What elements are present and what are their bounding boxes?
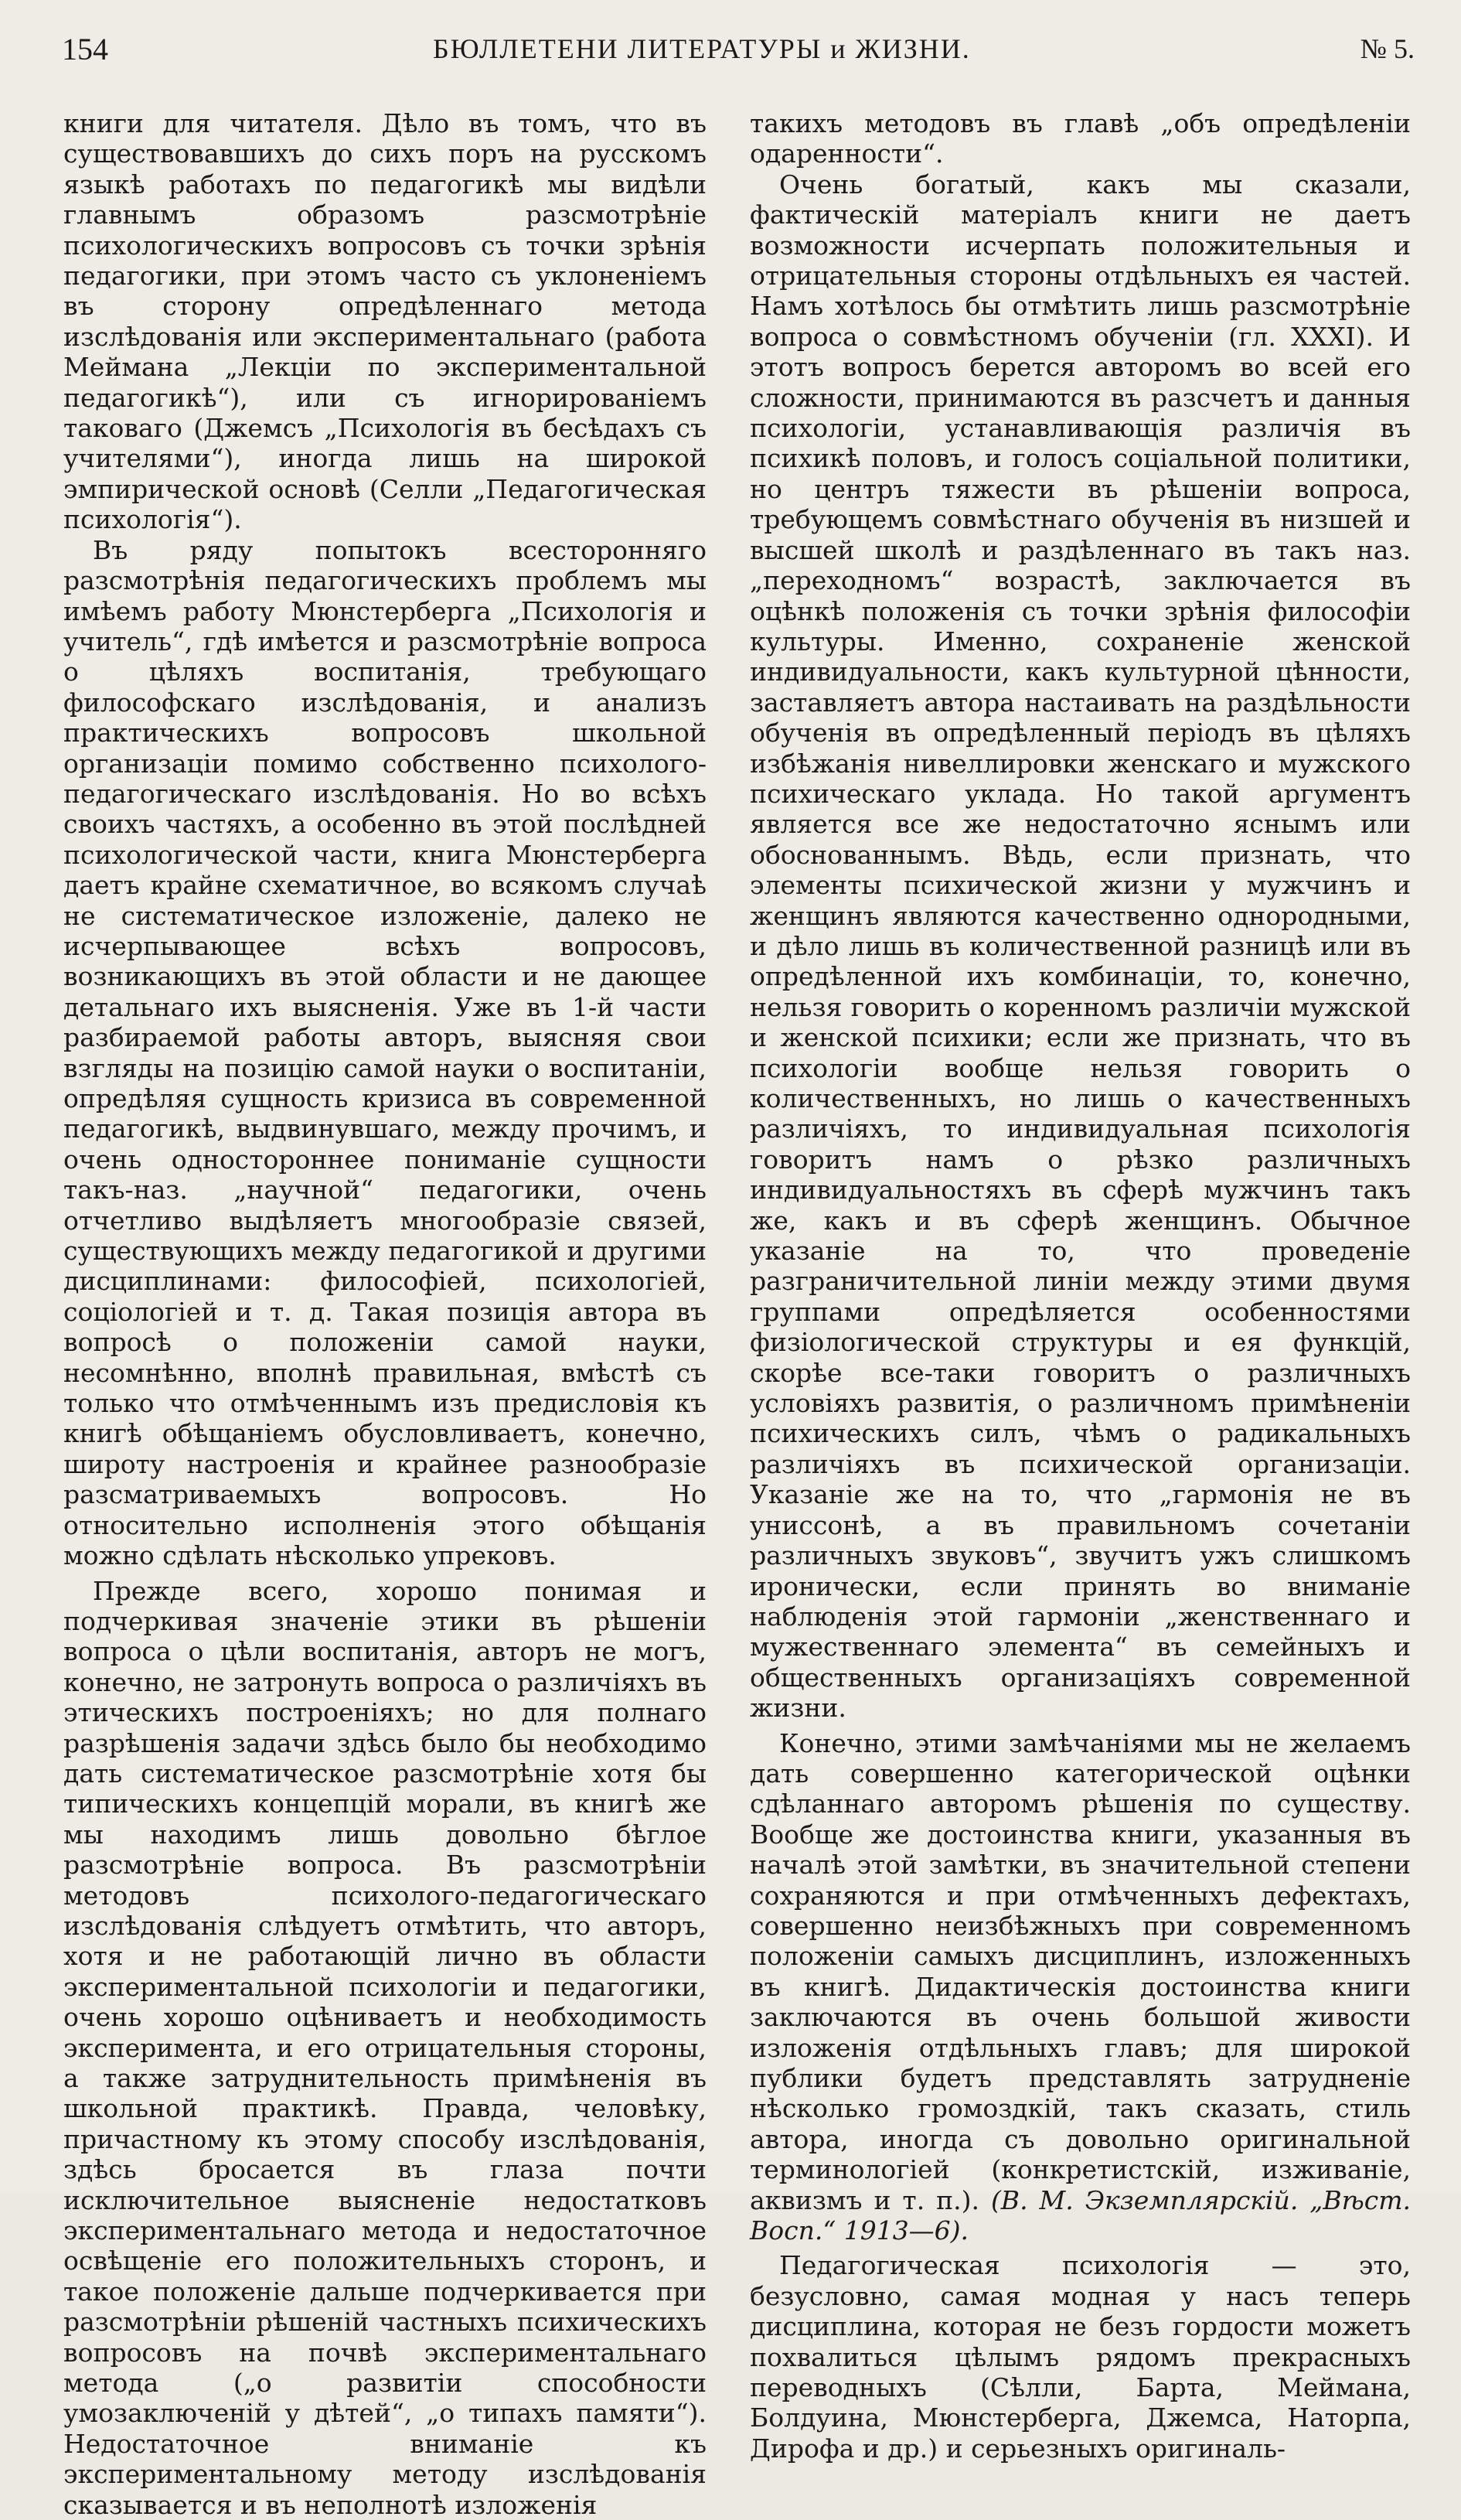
page-number: 154 xyxy=(62,31,108,67)
paragraph: Очень богатый, какъ мы сказали, фактическій матеріалъ книги не даетъ возможности исчерпать положительныя и отрицательныя стороны отдѣльныхъ ея частей. Намъ хотѣлось бы отмѣтить лишь разсмотрѣніе вопроса о совмѣстномъ обученіи (гл. XXXI). И этотъ вопросъ берется авторомъ во всей его сложности, принимаются въ разсчетъ и данныя психологіи, устанавливающія различія въ психикѣ половъ, и голосъ соціальной политики, но центръ тяжести въ рѣшеніи вопроса, требующемъ совмѣстнаго обученія въ низшей и высшей школѣ и раздѣленнаго въ такъ наз. „переходномъ“ возрастѣ, заключается въ оцѣнкѣ положенія съ точки зрѣнія философіи культуры. Именно, сохраненіе женской индивидуальности, какъ культурной цѣнности, заставляетъ автора настаивать на раздѣльности обученія въ опредѣленный періодъ въ цѣляхъ избѣжанія нивеллировки женскаго и мужского психическаго уклада. Но такой аргументъ является все же недостаточно яснымъ или обоснованнымъ. Вѣдь, если признать, что элементы психической жизни у мужчинъ и женщинъ являются качественно однородными, и дѣло лишь въ количественной разницѣ или въ опредѣленной ихъ комбинаціи, то, конечно, нельзя говорить о коренномъ различіи мужской и женской психики; если же признать, что въ психологіи вообще нельзя говорить о количественныхъ, но лишь о качественныхъ различіяхъ, то индивидуальная психологія говоритъ намъ о рѣзко различныхъ индивидуальностяхъ въ сферѣ мужчинъ такъ же, какъ и въ сферѣ женщинъ. Обычное указаніе на то, что проведеніе разграничительной линіи между этими двумя группами опредѣляется особенностями физіологической структуры и ея функцій, скорѣе все-таки говоритъ о различныхъ условіяхъ развитія, о различномъ примѣненіи психическихъ силъ, чѣмъ о радикальныхъ различіяхъ въ психической организаціи. Указаніе же на то, что „гармонія не въ униссонѣ, а въ правильномъ сочетаніи различныхъ звуковъ“, звучитъ ужъ слишкомъ иронически, если принять во вниманіе наблюденія этой гармоніи „женственнаго и мужественнаго элемента“ въ семейныхъ и общественныхъ организаціяхъ современной жизни. xyxy=(750,169,1411,1724)
paragraph: Педагогическая психологія — это, безусловно, самая модная у насъ теперь дисциплина, которая не безъ гордости можетъ похвалиться цѣлымъ рядомъ прекрасныхъ переводныхъ (Сѣлли, Барта, Меймана, Болдуина, Мюнстерберга, Джемса, Наторпа, Дирофа и др.) и серьезныхъ оригиналь- xyxy=(750,2250,1411,2464)
running-title: БЮЛЛЕТЕНИ ЛИТЕРАТУРЫ и ЖИЗНИ. xyxy=(433,32,971,65)
page-header xyxy=(62,28,1415,82)
paragraph: книги для читателя. Дѣло въ томъ, что въ существовавшихъ до сихъ поръ на русскомъ языкѣ работахъ по педагогикѣ мы видѣли главнымъ образомъ разсмотрѣніе психологическихъ вопросовъ съ точки зрѣнія педагогики, при этомъ часто съ уклоненіемъ въ сторону опредѣленнаго метода изслѣдованія или экспериментальнаго (работа Меймана „Лекціи по экспериментальной педагогикѣ“), или съ игнорированіемъ таковаго (Джемсъ „Психологія въ бесѣдахъ съ учителями“), иногда лишь на широкой эмпирической основѣ (Селли „Педагогическая психологія“). xyxy=(63,108,707,535)
paragraph-text: Конечно, этими замѣчаніями мы не желаемъ дать совершенно категорической оцѣнки сдѣланнаго авторомъ рѣшенія по существу. Вообще же достоинства книги, указанныя въ началѣ этой замѣтки, въ значительной степени сохраняются и при отмѣченныхъ дефектахъ, совершенно неизбѣжныхъ при современномъ положеніи самыхъ дисциплинъ, изложенныхъ въ книгѣ. Дидактическія достоинства книги заключаются въ очень большой живости изложенія отдѣльныхъ главъ; для широкой публики будетъ представлять затрудненіе нѣсколько громоздкій, такъ сказать, стиль автора, иногда съ довольно оригинальной терминологіей (конкретистскій, изживаніе, аквизмъ и т. п.). xyxy=(750,1728,1411,2215)
left-column xyxy=(63,108,707,2520)
paragraph: такихъ методовъ въ главѣ „объ опредѣленіи одаренности“. xyxy=(750,108,1411,169)
right-column xyxy=(750,108,1411,2464)
paragraph: Прежде всего, хорошо понимая и подчеркивая значеніе этики въ рѣшеніи вопроса о цѣли воспитанія, авторъ не могъ, конечно, не затронуть вопроса о различіяхъ въ этическихъ построеніяхъ; но для полнаго разрѣшенія задачи здѣсь было бы необходимо дать систематическое разсмотрѣніе хотя бы типическихъ концепцій морали, въ книгѣ же мы находимъ лишь довольно бѣглое разсмотрѣніе вопроса. Въ разсмотрѣніи методовъ психолого-педагогическаго изслѣдованія слѣдуетъ отмѣтить, что авторъ, хотя и не работающій лично въ области экспериментальной психологіи и педагогики, очень хорошо оцѣниваетъ и необходимость эксперимента, и его отрицательныя стороны, а также затруднительность примѣненія въ школьной практикѣ. Правда, человѣку, причастному къ этому способу изслѣдованія, здѣсь бросается въ глаза почти исключительное выясненіе недостатковъ экспериментальнаго метода и недостаточное освѣщеніе его положительныхъ сторонъ, и такое положеніе дальше подчеркивается при разсмотрѣніи рѣшеній частныхъ психическихъ вопросовъ на почвѣ экспериментальнаго метода („о развитіи способности умозаключеній у дѣтей“, „о типахъ памяти“). Недостаточное вниманіе къ экспериментальному методу изслѣдованія сказывается и въ неполнотѣ изложенія xyxy=(63,1576,707,2520)
paragraph xyxy=(750,1728,1411,2246)
issue-number: № 5. xyxy=(1361,32,1415,65)
paragraph: Въ ряду попытокъ всесторонняго разсмотрѣнія педагогическихъ проблемъ мы имѣемъ работу Мюнстерберга „Психологія и учитель“, гдѣ имѣется и разсмотрѣніе вопроса о цѣляхъ воспитанія, требующаго философскаго изслѣдованія, и анализъ практическихъ вопросовъ школьной организаціи помимо собственно психолого-педагогическаго изслѣдованія. Но во всѣхъ своихъ частяхъ, а особенно въ этой послѣдней психологической части, книга Мюнстерберга даетъ крайне схематичное, во всякомъ случаѣ не систематическое изложеніе, далеко не исчерпывающее всѣхъ вопросовъ, возникающихъ въ этой области и не дающее детальнаго ихъ выясненія. Уже въ 1-й части разбираемой работы авторъ, выясняя свои взгляды на позицію самой науки о воспитаніи, опредѣляя сущность кризиса въ современной педагогикѣ, выдвинувшаго, между прочимъ, и очень одностороннее пониманіе сущности такъ-наз. „научной“ педагогики, очень отчетливо выдѣляетъ многообразіе связей, существующихъ между педагогикой и другими дисциплинами: философіей, психологіей, соціологіей и т. д. Такая позиція автора въ вопросѣ о положеніи самой науки, несомнѣнно, вполнѣ правильная, вмѣстѣ съ только что отмѣченнымъ изъ предисловія къ книгѣ обѣщаніемъ обусловливаетъ, конечно, широту настроенія и крайнее разнообразіе разсматриваемыхъ вопросовъ. Но относительно исполненія этого обѣщанія можно сдѣлать нѣсколько упрековъ. xyxy=(63,535,707,1571)
citation: (В. М. Экземплярскій. „Вѣст. Восп.“ 1913—6). xyxy=(750,2185,1411,2245)
